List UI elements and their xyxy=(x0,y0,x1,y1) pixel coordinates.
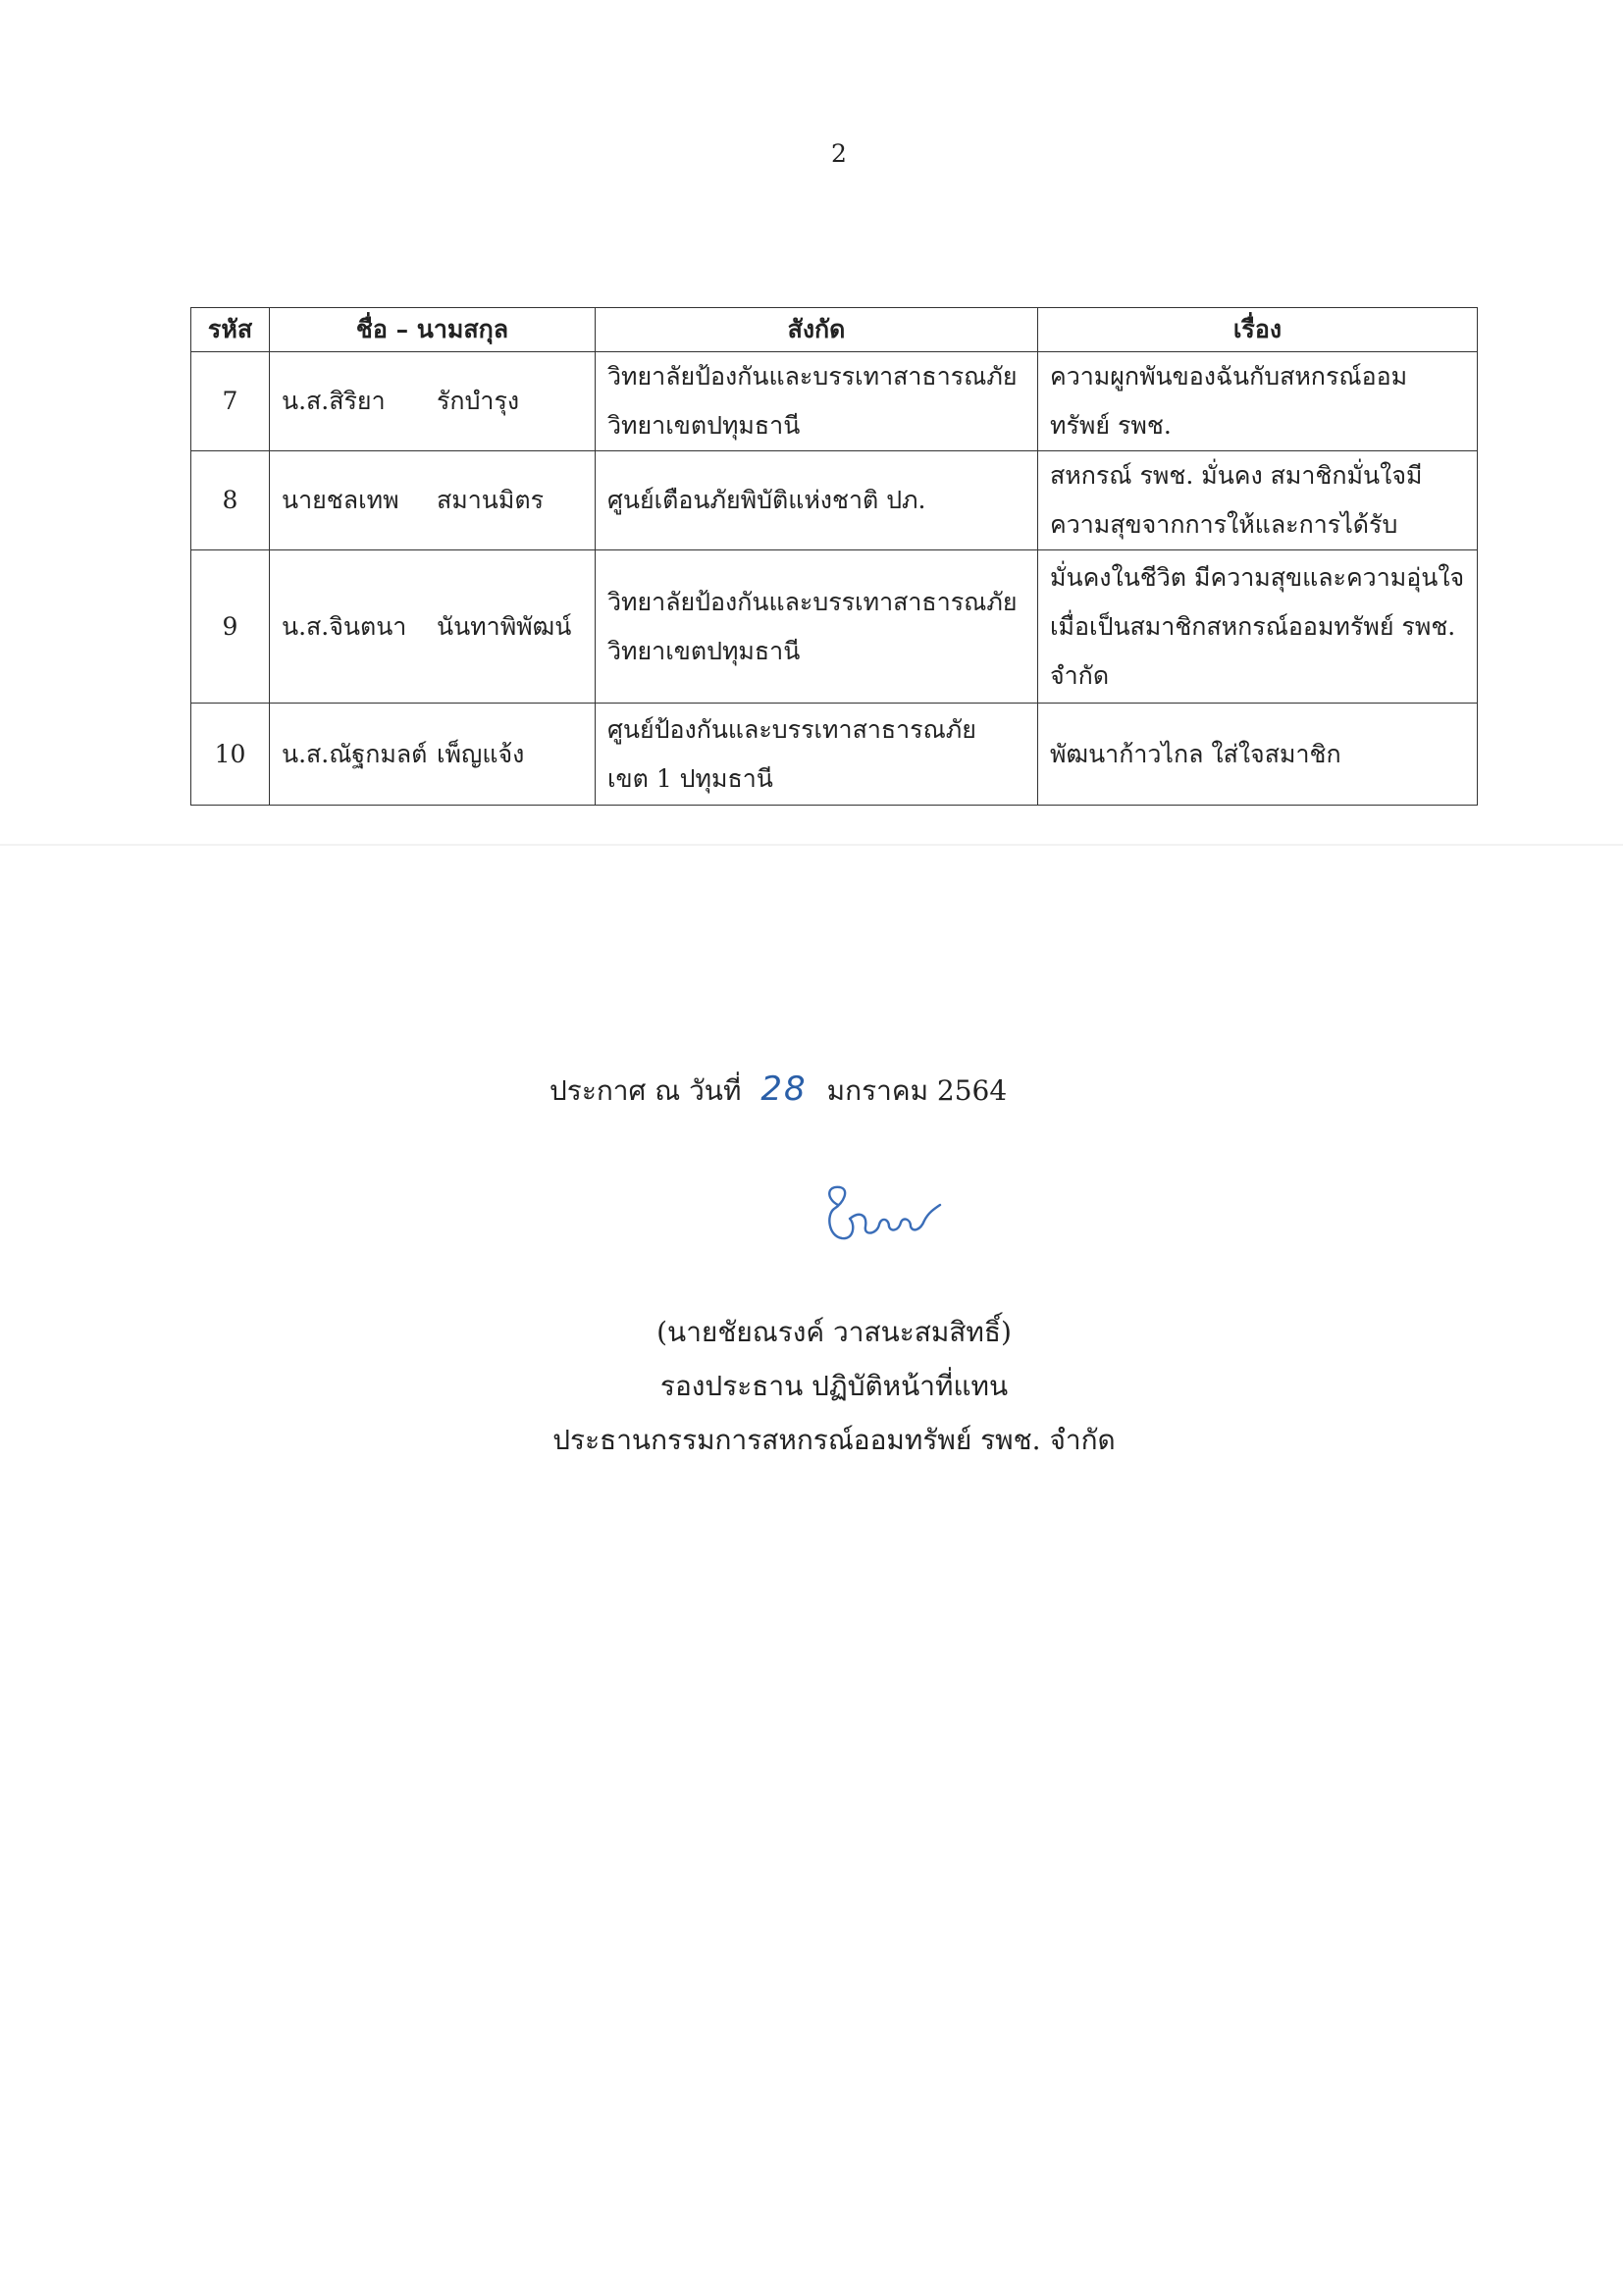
row-title xyxy=(1038,704,1478,806)
row-name xyxy=(270,352,596,451)
affiliation-line: วิทยาเขตปทุมธานี xyxy=(607,411,801,440)
title-line: ความสุขจากการให้และการได้รับ xyxy=(1050,510,1398,539)
row-code: 10 xyxy=(191,704,270,806)
title-line: ทรัพย์ รพช. xyxy=(1050,411,1172,440)
table-row xyxy=(191,352,1478,451)
table-row xyxy=(191,704,1478,806)
header-affiliation: สังกัด xyxy=(596,308,1038,352)
last-name: รักบำรุง xyxy=(437,387,520,415)
row-title xyxy=(1038,352,1478,451)
first-name: น.ส.จินตนา xyxy=(282,611,407,641)
last-name: สมานมิตร xyxy=(437,486,545,514)
title-line: มั่นคงในชีวิต มีความสุขและความอุ่นใจ xyxy=(1050,562,1465,592)
row-code: 8 xyxy=(191,451,270,550)
table-row xyxy=(191,451,1478,550)
first-name: นายชลเทพ xyxy=(282,486,399,514)
announcement-day: 28 xyxy=(760,1070,808,1109)
first-name: น.ส.สิริยา xyxy=(282,387,386,415)
last-name: นันทาพิพัฒน์ xyxy=(437,611,572,641)
page-number: 2 xyxy=(831,139,847,168)
affiliation-line: วิทยาเขตปทุมธานี xyxy=(607,636,801,665)
announcement-month-year: มกราคม 2564 xyxy=(826,1074,1008,1107)
header-title: เรื่อง xyxy=(1038,308,1478,352)
header-name: ชื่อ – นามสกุล xyxy=(270,308,596,352)
row-name xyxy=(270,704,596,806)
signatory-position-line2: ประธานกรรมการสหกรณ์ออมทรัพย์ รพช. จำกัด xyxy=(552,1424,1116,1456)
affiliation-line: ศูนย์เตือนภัยพิบัติแห่งชาติ ปภ. xyxy=(607,486,926,514)
row-code: 7 xyxy=(191,352,270,451)
affiliation-line: วิทยาลัยป้องกันและบรรเทาสาธารณภัย xyxy=(607,362,1018,391)
row-affiliation xyxy=(596,451,1038,550)
title-line: พัฒนาก้าวไกล ใส่ใจสมาชิก xyxy=(1050,739,1341,768)
row-code: 9 xyxy=(191,550,270,704)
row-affiliation xyxy=(596,704,1038,806)
row-title xyxy=(1038,451,1478,550)
announcement-line xyxy=(550,1070,1007,1113)
title-line: ความผูกพันของฉันกับสหกรณ์ออม xyxy=(1050,362,1408,391)
row-name xyxy=(270,550,596,704)
first-name: น.ส.ณัฐกมลต์ xyxy=(282,739,428,768)
row-title xyxy=(1038,550,1478,704)
title-line: เมื่อเป็นสมาชิกสหกรณ์ออมทรัพย์ รพช. xyxy=(1050,611,1456,641)
last-name: เพ็ญแจ้ง xyxy=(437,739,525,768)
affiliation-line: วิทยาลัยป้องกันและบรรเทาสาธารณภัย xyxy=(607,587,1018,616)
header-code: รหัส xyxy=(191,308,270,352)
signatory-name: (นายชัยณรงค์ วาสนะสมสิทธิ์) xyxy=(656,1316,1012,1348)
title-line: จำกัด xyxy=(1050,660,1110,690)
handwritten-signature xyxy=(820,1175,958,1250)
affiliation-line: เขต 1 ปทุมธานี xyxy=(607,763,773,793)
scan-artifact-line xyxy=(0,844,1623,846)
signatory-block xyxy=(0,1305,1623,1467)
row-affiliation xyxy=(596,550,1038,704)
table-header-row xyxy=(191,308,1478,352)
row-affiliation xyxy=(596,352,1038,451)
signatory-position-line1: รองประธาน ปฏิบัติหน้าที่แทน xyxy=(659,1370,1009,1402)
affiliation-line: ศูนย์ป้องกันและบรรเทาสาธารณภัย xyxy=(607,714,976,744)
title-line: สหกรณ์ รพช. มั่นคง สมาชิกมั่นใจมี xyxy=(1050,461,1423,490)
announcement-prefix: ประกาศ ณ วันที่ xyxy=(550,1074,742,1107)
nominee-table xyxy=(190,307,1478,806)
table-row xyxy=(191,550,1478,704)
row-name xyxy=(270,451,596,550)
